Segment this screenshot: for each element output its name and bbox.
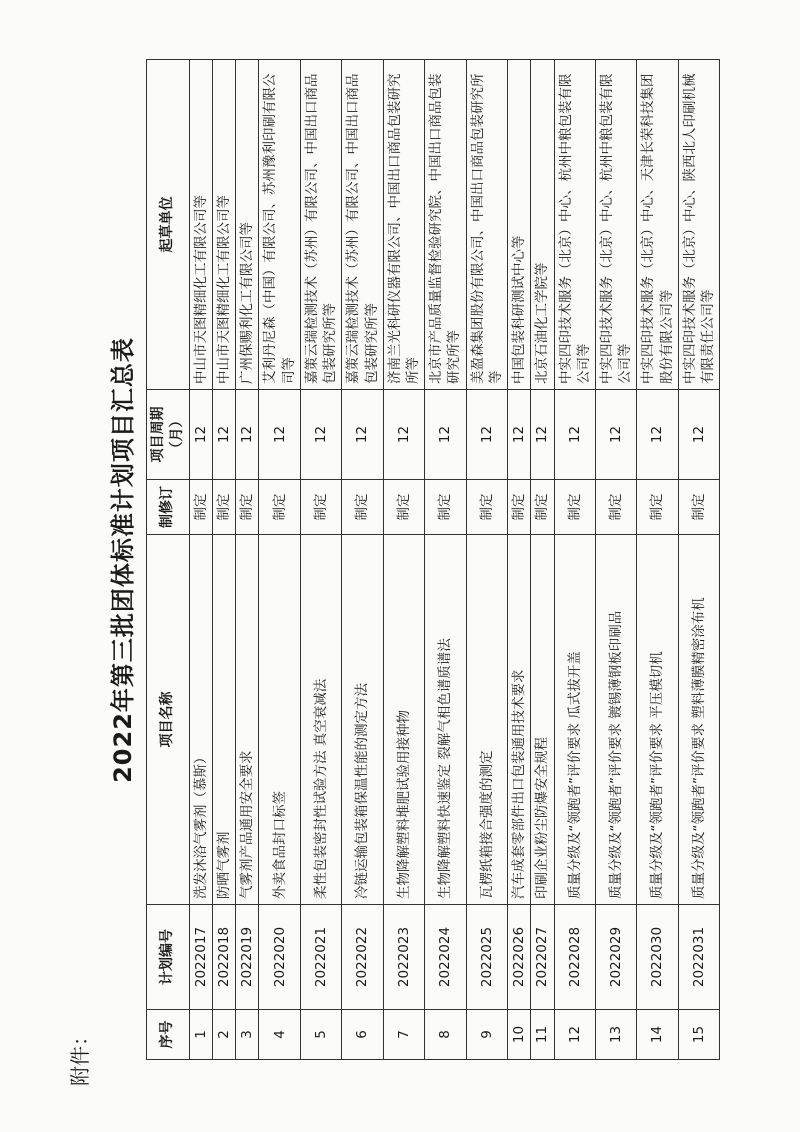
cell-period: 12 bbox=[637, 390, 678, 480]
cell-code: 2022024 bbox=[425, 905, 466, 1010]
cell-type: 制定 bbox=[213, 480, 236, 535]
cell-type: 制定 bbox=[189, 480, 212, 535]
cell-units: 北京市产品质量监督检验研究院、中国出口商品包装研究所等 bbox=[425, 60, 466, 390]
cell-period: 12 bbox=[508, 390, 531, 480]
header-seq: 序号 bbox=[147, 1010, 190, 1060]
cell-units: 艾利丹尼森（中国）有限公司、苏州豫利印刷有限公司等 bbox=[259, 60, 300, 390]
header-units: 起草单位 bbox=[147, 60, 190, 390]
header-name: 项目名称 bbox=[147, 535, 190, 905]
cell-seq: 5 bbox=[300, 1010, 341, 1060]
cell-type: 制定 bbox=[637, 480, 678, 535]
cell-name: 生物降解塑料堆肥试验用接种物 bbox=[383, 535, 424, 905]
cell-period: 12 bbox=[236, 390, 259, 480]
table-row bbox=[595, 60, 636, 1060]
cell-period: 12 bbox=[595, 390, 636, 480]
cell-type: 制定 bbox=[342, 480, 383, 535]
cell-code: 2022029 bbox=[595, 905, 636, 1010]
table-header-row bbox=[147, 60, 190, 1060]
header-type: 制修订 bbox=[147, 480, 190, 535]
cell-name: 防晒气雾剂 bbox=[213, 535, 236, 905]
cell-name: 洗发沐浴气雾剂（慕斯） bbox=[189, 535, 212, 905]
cell-units: 中实四印技术服务（北京）中心、天津长荣科技集团股份有限公司等 bbox=[637, 60, 678, 390]
rotated-document bbox=[100, 60, 740, 1060]
cell-period: 12 bbox=[466, 390, 507, 480]
table-row bbox=[678, 60, 719, 1060]
cell-period: 12 bbox=[259, 390, 300, 480]
cell-period: 12 bbox=[678, 390, 719, 480]
cell-units: 美盈森集团股份有限公司、中国出口商品包装研究所等 bbox=[466, 60, 507, 390]
cell-seq: 9 bbox=[466, 1010, 507, 1060]
cell-units: 中山市天图精细化工有限公司等 bbox=[189, 60, 212, 390]
cell-units: 中实四印技术服务（北京）中心、杭州中粮包装有限公司等 bbox=[554, 60, 595, 390]
table-row bbox=[383, 60, 424, 1060]
cell-period: 12 bbox=[383, 390, 424, 480]
cell-code: 2022031 bbox=[678, 905, 719, 1010]
cell-name: 瓦楞纸箱接合强度的测定 bbox=[466, 535, 507, 905]
cell-period: 12 bbox=[342, 390, 383, 480]
cell-seq: 12 bbox=[554, 1010, 595, 1060]
table-row bbox=[189, 60, 212, 1060]
cell-code: 2022028 bbox=[554, 905, 595, 1010]
cell-period: 12 bbox=[213, 390, 236, 480]
cell-name: 冷链运输包装箱保温性能的测定方法 bbox=[342, 535, 383, 905]
cell-period: 12 bbox=[531, 390, 554, 480]
table-row bbox=[531, 60, 554, 1060]
cell-name: 汽车成套零部件出口包装通用技术要求 bbox=[508, 535, 531, 905]
cell-units: 嘉策云瑞检测技术（苏州）有限公司、中国出口商品包装研究所等 bbox=[300, 60, 341, 390]
header-period: 项目周期（月） bbox=[147, 390, 190, 480]
cell-period: 12 bbox=[554, 390, 595, 480]
cell-type: 制定 bbox=[383, 480, 424, 535]
cell-seq: 4 bbox=[259, 1010, 300, 1060]
cell-units: 嘉策云瑞检测技术（苏州）有限公司、中国出口商品包装研究所等 bbox=[342, 60, 383, 390]
cell-units: 中实四印技术服务（北京）中心、陕西北人印刷机械有限责任公司等 bbox=[678, 60, 719, 390]
cell-type: 制定 bbox=[554, 480, 595, 535]
cell-seq: 1 bbox=[189, 1010, 212, 1060]
cell-period: 12 bbox=[425, 390, 466, 480]
cell-units: 中山市天图精细化工有限公司等 bbox=[213, 60, 236, 390]
table-row bbox=[425, 60, 466, 1060]
cell-seq: 15 bbox=[678, 1010, 719, 1060]
cell-seq: 7 bbox=[383, 1010, 424, 1060]
cell-code: 2022022 bbox=[342, 905, 383, 1010]
cell-type: 制定 bbox=[595, 480, 636, 535]
cell-name: 印刷企业粉尘防爆安全规程 bbox=[531, 535, 554, 905]
cell-code: 2022020 bbox=[259, 905, 300, 1010]
cell-code: 2022025 bbox=[466, 905, 507, 1010]
cell-type: 制定 bbox=[425, 480, 466, 535]
cell-name: 气雾剂产品通用安全要求 bbox=[236, 535, 259, 905]
cell-code: 2022019 bbox=[236, 905, 259, 1010]
table-row bbox=[466, 60, 507, 1060]
cell-units: 中实四印技术服务（北京）中心、杭州中粮包装有限公司等 bbox=[595, 60, 636, 390]
cell-type: 制定 bbox=[678, 480, 719, 535]
cell-type: 制定 bbox=[236, 480, 259, 535]
cell-code: 2022017 bbox=[189, 905, 212, 1010]
cell-seq: 10 bbox=[508, 1010, 531, 1060]
cell-name: 质量分级及“领跑者”评价要求 镀锡薄钢板印刷品 bbox=[595, 535, 636, 905]
cell-period: 12 bbox=[300, 390, 341, 480]
table-row bbox=[554, 60, 595, 1060]
cell-code: 2022023 bbox=[383, 905, 424, 1010]
table-row bbox=[259, 60, 300, 1060]
cell-seq: 6 bbox=[342, 1010, 383, 1060]
cell-code: 2022030 bbox=[637, 905, 678, 1010]
cell-seq: 13 bbox=[595, 1010, 636, 1060]
table-row bbox=[637, 60, 678, 1060]
header-code: 计划编号 bbox=[147, 905, 190, 1010]
plan-table bbox=[146, 59, 720, 1060]
cell-seq: 8 bbox=[425, 1010, 466, 1060]
cell-code: 2022026 bbox=[508, 905, 531, 1010]
table-row bbox=[300, 60, 341, 1060]
table-row bbox=[508, 60, 531, 1060]
attachment-label: 附件： bbox=[67, 1026, 92, 1086]
cell-code: 2022018 bbox=[213, 905, 236, 1010]
document-title: 2022年第三批团体标准计划项目汇总表 bbox=[109, 337, 137, 783]
cell-type: 制定 bbox=[466, 480, 507, 535]
table-row bbox=[236, 60, 259, 1060]
cell-units: 中国包装科研测试中心等 bbox=[508, 60, 531, 390]
cell-code: 2022021 bbox=[300, 905, 341, 1010]
table-row bbox=[342, 60, 383, 1060]
cell-code: 2022027 bbox=[531, 905, 554, 1010]
cell-name: 柔性包装密封性试验方法 真空衰减法 bbox=[300, 535, 341, 905]
cell-name: 生物降解塑料快速鉴定 裂解气相色谱质谱法 bbox=[425, 535, 466, 905]
cell-name: 质量分级及“领跑者”评价要求 平压模切机 bbox=[637, 535, 678, 905]
table-row bbox=[213, 60, 236, 1060]
cell-type: 制定 bbox=[259, 480, 300, 535]
cell-units: 广州保赐利化工有限公司等 bbox=[236, 60, 259, 390]
cell-type: 制定 bbox=[508, 480, 531, 535]
cell-type: 制定 bbox=[300, 480, 341, 535]
cell-seq: 11 bbox=[531, 1010, 554, 1060]
cell-period: 12 bbox=[189, 390, 212, 480]
cell-name: 质量分级及“领跑者”评价要求 瓜式拔开盖 bbox=[554, 535, 595, 905]
cell-seq: 14 bbox=[637, 1010, 678, 1060]
cell-name: 外卖食品封口标签 bbox=[259, 535, 300, 905]
cell-units: 济南兰光科研仪器有限公司、中国出口商品包装研究所等 bbox=[383, 60, 424, 390]
cell-seq: 3 bbox=[236, 1010, 259, 1060]
cell-type: 制定 bbox=[531, 480, 554, 535]
cell-name: 质量分级及“领跑者”评价要求 塑料薄膜精密涂布机 bbox=[678, 535, 719, 905]
cell-seq: 2 bbox=[213, 1010, 236, 1060]
cell-units: 北京石油化工学院等 bbox=[531, 60, 554, 390]
